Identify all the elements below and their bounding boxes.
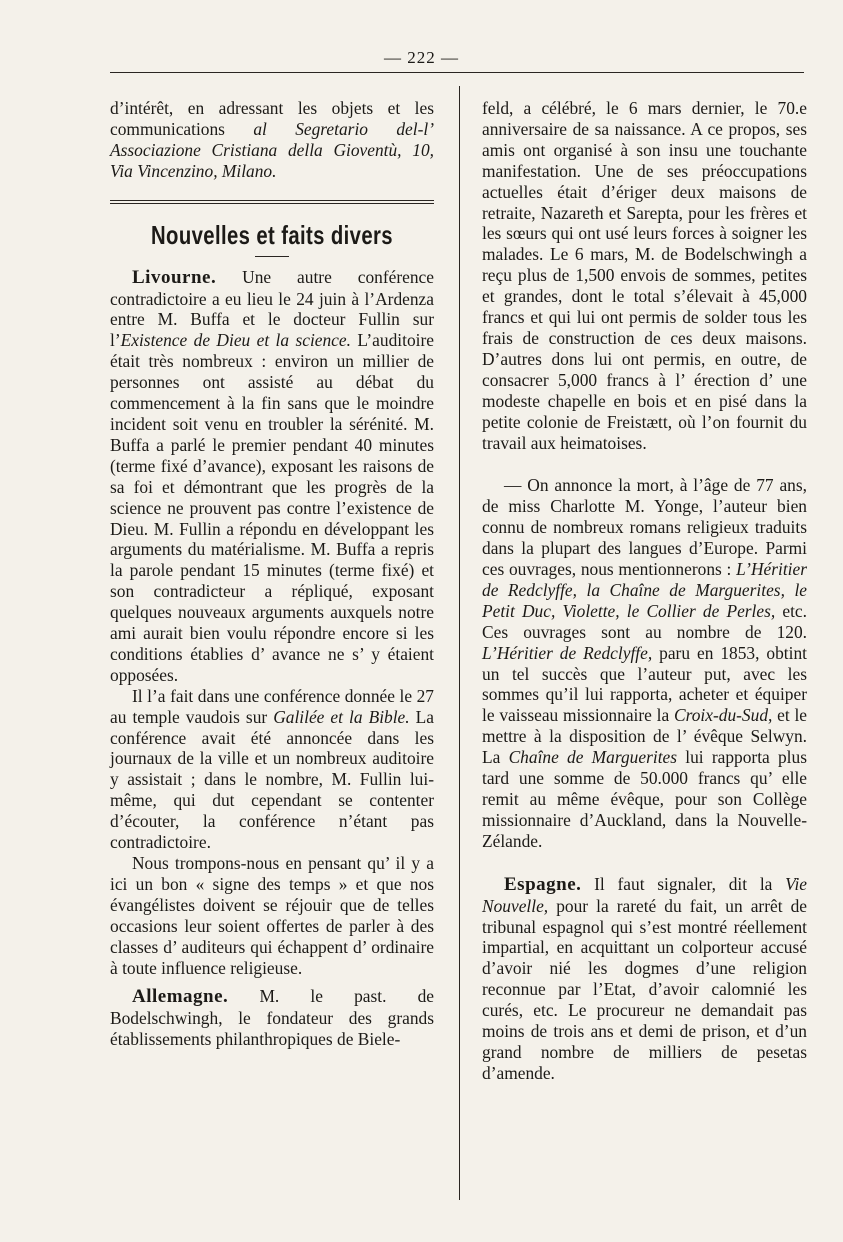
allemagne-continued: feld, a célébré, le 6 mars dernier, le 70.e anniversaire de sa naissance. A ce propos, ses amis ont organisé à son insu une touchante manifestation. Une de ses préoccupations actuelles était d’ériger deux maisons de retraite, Nazareth et Sarepta, pour les frères et les sœurs qui ont usé leurs forces à soigner les malades. Le 6 mars, M. de Bodelschwingh a reçu plus de 1,500 envois de sommes, petites et grandes, dont le total s’élevait à 45,000 francs et qui lui ont permis de solder tous les frais de construction de ces deux maisons. D’autres dons lui ont permis, en outre, de consacrer 5,000 francs à l’ érection d’ une modeste chapelle en bois et en pisé dans la petite colonie de Freistætt, où l’on fournit du travail aux heimatoises.	[482, 98, 807, 453]
espagne-text-b: pour la rareté du fait, un arrêt de tribunal espagnol qui s’est montré réellement impartial, en acquittant un colporteur accusé d’avoir nié les dogmes d’une religion reconnue par l’Etat, d’avoir calomnié les curés, etc. Le procureur ne demandait pas moins de trois ans et demi de prison, et d’un grand nombre de milliers de pesetas d’amende.	[482, 895, 807, 1083]
livourne-title: Existence de Dieu et la science.	[120, 330, 351, 351]
header-rule	[110, 72, 804, 73]
place-allemagne: Allemagne.	[132, 986, 229, 1008]
yonge-text-b: etc. Ces ouvrages sont au nombre de 120.	[482, 600, 808, 642]
title-underline	[255, 256, 289, 257]
section-title: Nouvelles et faits divers	[151, 219, 393, 250]
right-column	[482, 98, 807, 1084]
yonge-chaine: Chaîne de Marguerites	[508, 747, 678, 768]
galilee-text-a: Il l’a fait dans une conférence donnée le 27 au temple vaudois sur	[110, 685, 434, 727]
yonge-heritier: L’Héritier de Redclyffe,	[482, 642, 653, 663]
page-number: — 222 —	[384, 48, 459, 67]
signe-paragraph: Nous trompons-nous en pensant qu’ il y a ici un bon « signe des temps » et que nos évangélistes doivent se réjouir que de telles occasions leur soient offertes de parler à des classes d’ auditeurs qui échappent d’ ordinaire à toute influence religieuse.	[110, 853, 434, 978]
livourne-paragraph	[110, 267, 434, 686]
yonge-text-e: lui rapporta plus tard une somme de 50.000 francs qu’ elle remit au même évêque, pour son Collège missionnaire d’Auckland, dans la Nouvelle-Zélande.	[482, 747, 807, 851]
intro-address: al Segretario del-l’ Associazione Cristiana della Gioventù, 10, Via Vincenzino, Milano.	[110, 118, 434, 181]
yonge-text-a: — On annonce la mort, à l’âge de 77 ans, de miss Charlotte M. Yonge, l’auteur bien connu de nombreux romans religieux traduits dans la plupart des langues d’Europe. Parmi ces ouvrages, nous mentionnerons :	[482, 475, 807, 580]
allemagne-paragraph	[110, 986, 434, 1050]
place-espagne: Espagne.	[504, 873, 582, 895]
section-divider	[110, 200, 434, 204]
yonge-works: L’Héritier de Redclyffe, la Chaîne de Marguerites, le Petit Duc, Violette, le Collier de Perles,	[482, 559, 807, 621]
galilee-text-b: La conférence avait été annoncée dans les journaux de la ville et un nombreux auditoire y assistait ; dans le nombre, M. Fullin lui-même, qui dut cependant se contenter d’écouter, la conférence n’étant pas contradictoire.	[110, 706, 434, 853]
left-column	[110, 98, 434, 1050]
yonge-ship: Croix-du-Sud,	[673, 705, 773, 726]
espagne-paragraph	[482, 874, 807, 1084]
galilee-title: Galilée et la Bible.	[273, 706, 410, 727]
espagne-source: Vie Nouvelle,	[482, 873, 807, 916]
livourne-text-a: Une autre conférence contradictoire a eu lieu le 24 juin à l’Ardenza entre M. Buffa et le docteur Fullin sur l’	[110, 266, 434, 351]
place-livourne: Livourne.	[132, 266, 217, 288]
yonge-paragraph	[482, 475, 807, 851]
yonge-text-c: paru en 1853, obtint un tel succès que l’auteur put, avec les sommes qu’il lui rapporta, acheter et équiper le vaisseau missionnaire la	[482, 642, 807, 726]
intro-text: d’intérêt, en adressant les objets et les communications	[110, 98, 434, 139]
intro-paragraph	[110, 98, 434, 182]
galilee-paragraph	[110, 686, 434, 853]
allemagne-text: M. le past. de Bodelschwingh, le fondateur des grands établissements philanthropiques de Biele-	[110, 986, 434, 1050]
yonge-text-d: et le mettre à la disposition de l’ évêque Selwyn. La	[482, 705, 808, 768]
livourne-text-b: L’auditoire était très nombreux : environ un millier de personnes ont assisté au débat du commencement à la fin sans que le moindre incident soit venu en troubler la sérénité. M. Buffa a parlé le premier pendant 40 minutes (terme fixé d’avance), exposant les raisons de sa foi et démontrant que les progrès de la science ne prouvent pas contre l’existence de Dieu. M. Fullin a répondu en développant les arguments du matérialisme. M. Buffa a repris la parole pendant 15 minutes (terme fixé) et son contradicteur a répliqué, exposant quelques nouveaux arguments auxquels notre ami aurait bien voulu répondre encore si les conditions établies d’ avance ne s’ y étaient opposées.	[110, 330, 434, 685]
espagne-text-a: Il faut signaler, dit la	[581, 873, 786, 894]
column-divider	[459, 86, 460, 1200]
